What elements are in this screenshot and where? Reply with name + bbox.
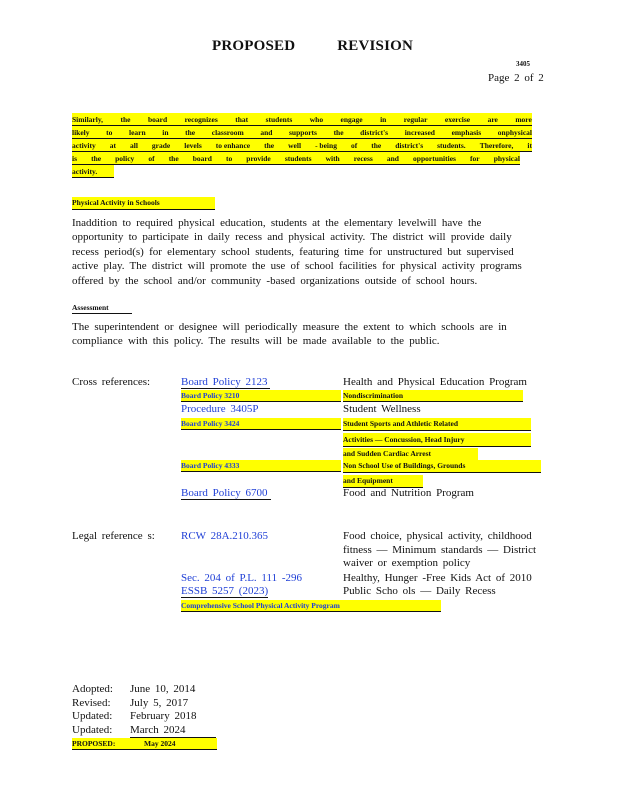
similarly-word: of	[350, 140, 358, 150]
similarly-word: provide	[246, 153, 271, 163]
policy-number: 3405	[516, 60, 530, 68]
similarly-word: board	[192, 153, 212, 163]
similarly-word: the	[185, 127, 196, 137]
history-row	[72, 683, 216, 697]
paragraph-line: recess period(s) for elementary school students, featuring time for unstructured but supervised	[72, 245, 514, 258]
similarly-word: in	[380, 114, 387, 124]
cross-ref-description: Food and Nutrition Program	[343, 487, 474, 499]
cross-ref-link[interactable]: Procedure 3405P	[181, 403, 259, 415]
history-date: February 2018	[130, 710, 197, 723]
paragraph-line: The superintendent or designee will periodically measure the extent to which schools are in	[72, 321, 507, 333]
similarly-word: to	[106, 127, 113, 137]
section-heading-physical-activity: Physical Activity in Schools	[72, 197, 215, 210]
similarly-word: activity.	[72, 166, 98, 176]
similarly-word: increased	[404, 127, 435, 137]
similarly-word: supports	[289, 127, 317, 137]
similarly-word: more	[515, 114, 532, 124]
similarly-word: physical	[493, 153, 520, 163]
similarly-word: Therefore,	[479, 140, 514, 150]
history-label: Revised:	[72, 696, 111, 709]
history-label: PROPOSED:	[72, 739, 116, 748]
legal-ref-text: Comprehensive School Physical Activity Program	[181, 601, 340, 610]
cross-ref-text: and Equipment	[343, 475, 423, 488]
similarly-word: and	[386, 153, 399, 163]
cross-ref-link[interactable]: Board Policy 2123	[181, 376, 270, 389]
cross-ref-description-multiline	[343, 418, 531, 461]
similarly-word: of	[148, 153, 155, 163]
similarly-word: with	[325, 153, 340, 163]
similarly-word: opportunities	[413, 153, 456, 163]
similarly-word: students.	[437, 140, 466, 150]
cross-ref-text: Board Policy 4333	[181, 461, 240, 470]
similarly-word: likely	[72, 127, 90, 137]
similarly-word: engage	[340, 114, 363, 124]
paragraph-line: Inaddition to required physical education, students at the elementary levelwill have the	[72, 217, 482, 229]
legal-ref-text: Food choice, physical activity, childhood	[343, 530, 532, 542]
paragraph-line: active play. The district will promote the use of school facilities for physical activity programs	[72, 260, 522, 273]
similarly-word: the	[371, 140, 382, 150]
cross-ref-text: Student Sports and Athletic Related	[343, 418, 531, 431]
similarly-line	[72, 113, 532, 126]
section-heading-assessment: Assessment	[72, 302, 132, 314]
similarly-word: district's	[395, 140, 424, 150]
similarly-word: all	[130, 140, 138, 150]
history-row	[72, 710, 216, 724]
assessment-paragraph	[72, 320, 507, 349]
cross-ref-link[interactable]	[181, 418, 341, 430]
similarly-word: the	[168, 153, 179, 163]
similarly-word: recognizes	[184, 114, 218, 124]
similarly-word: the	[91, 153, 102, 163]
legal-ref-link[interactable]: ESSB 5257 (2023)	[181, 585, 269, 597]
similarly-word: district's	[360, 127, 389, 137]
similarly-word: well	[288, 140, 302, 150]
title-word-revision: REVISION	[337, 38, 414, 54]
cross-ref-text: Board Policy 3210	[181, 391, 240, 400]
similarly-word: activity	[72, 140, 96, 150]
similarly-line	[72, 152, 520, 165]
similarly-word: students	[265, 114, 293, 124]
history-date: June 10, 2014	[130, 683, 196, 695]
cross-ref-description-multiline	[343, 460, 541, 488]
similarly-line	[72, 126, 532, 139]
similarly-word: the	[120, 114, 131, 124]
similarly-word: regular	[403, 114, 428, 124]
similarly-word: to enhance	[215, 140, 251, 150]
history-date: May 2024	[144, 739, 176, 748]
cross-ref-text: and Sudden Cardiac Arrest	[343, 448, 478, 461]
similarly-word: to	[225, 153, 233, 163]
physical-activity-paragraph	[72, 216, 522, 288]
cross-ref-link[interactable]: Board Policy 6700	[181, 487, 271, 500]
similarly-word: in	[162, 127, 169, 137]
similarly-word: recess	[353, 153, 373, 163]
page-indicator: Page 2 of 2	[488, 72, 544, 84]
similarly-word: emphasis	[451, 127, 482, 137]
history-block	[72, 683, 216, 738]
similarly-word: grade	[151, 140, 171, 150]
similarly-word: learn	[128, 127, 146, 137]
history-row	[72, 697, 216, 711]
legal-ref-text: fitness — Minimum standards — District	[343, 543, 537, 556]
similarly-word: board	[147, 114, 168, 124]
document-title	[212, 38, 413, 55]
similarly-word: is	[72, 153, 78, 163]
cross-ref-text: Activities — Concussion, Head Injury	[343, 433, 531, 447]
history-label: Updated:	[72, 723, 113, 736]
similarly-word: - being	[315, 140, 337, 150]
similarly-word: classroom	[211, 127, 244, 137]
title-word-proposed: PROPOSED	[212, 38, 296, 54]
paragraph-line: compliance with this policy. The results will be made available to the public.	[72, 335, 440, 348]
cross-ref-text: Nondiscrimination	[343, 391, 404, 400]
history-date: July 5, 2017	[130, 696, 189, 709]
similarly-line	[72, 165, 114, 178]
legal-ref-text: waiver or exemption policy	[343, 557, 471, 569]
cross-ref-link[interactable]	[181, 390, 341, 402]
similarly-word: at	[109, 140, 116, 150]
similarly-word: policy	[115, 153, 135, 163]
legal-ref-description	[343, 530, 536, 571]
cross-ref-description: Health and Physical Education Program	[343, 376, 527, 388]
similarly-word: who	[309, 114, 324, 124]
similarly-word: the	[333, 127, 344, 137]
history-label: Updated:	[72, 710, 113, 723]
similarly-word: students	[284, 153, 312, 163]
cross-ref-link[interactable]	[181, 460, 341, 472]
similarly-paragraph	[72, 113, 532, 178]
similarly-word: exercise	[444, 114, 471, 124]
cross-ref-description	[343, 390, 523, 402]
similarly-word: Similarly,	[72, 114, 104, 124]
legal-ref-description: Public Scho ols — Daily Recess	[343, 585, 496, 597]
history-row	[72, 724, 216, 739]
history-label: Adopted:	[72, 683, 113, 695]
history-row-proposed	[72, 738, 217, 750]
cross-ref-text: Board Policy 3424	[181, 419, 240, 428]
history-date: March 2024	[130, 724, 216, 739]
similarly-line	[72, 139, 532, 152]
similarly-word: are	[487, 114, 498, 124]
similarly-word: onphysical	[497, 127, 532, 137]
similarly-word: levels	[184, 140, 202, 150]
legal-references-label: Legal reference s:	[72, 530, 155, 542]
paragraph-line: opportunity to participate in daily recess and physical activity. The district will provide daily	[72, 231, 512, 244]
similarly-word: and	[260, 127, 273, 137]
similarly-word: that	[235, 114, 249, 124]
cross-ref-description: Student Wellness	[343, 403, 421, 415]
legal-ref-link[interactable]	[181, 600, 441, 612]
cross-ref-text: Non School Use of Buildings, Grounds	[343, 460, 541, 473]
paragraph-line: offered by the school and/or community -based organizations outside of school hours.	[72, 274, 478, 287]
legal-ref-link[interactable]: RCW 28A.210.365	[181, 530, 269, 542]
legal-ref-link[interactable]: Sec. 204 of P.L. 111 -296	[181, 572, 303, 584]
legal-ref-description: Healthy, Hunger -Free Kids Act of 2010	[343, 572, 532, 584]
similarly-word: it	[527, 140, 532, 150]
similarly-word: the	[264, 140, 275, 150]
similarly-word: for	[470, 153, 480, 163]
cross-references-label: Cross references:	[72, 376, 151, 388]
